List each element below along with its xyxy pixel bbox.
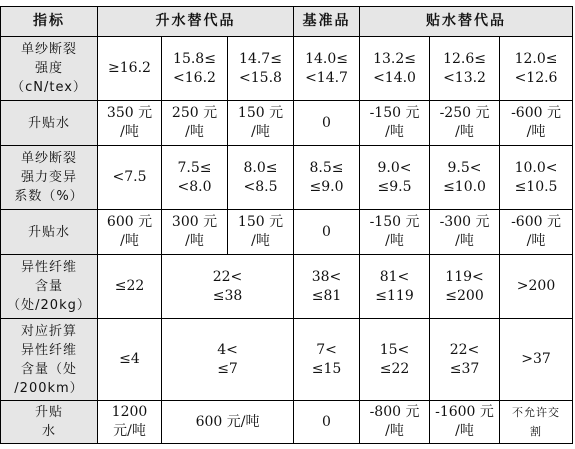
row-label-foreign-fiber-adjustment: 升贴 水 <box>1 401 98 444</box>
cell-foreign200-1: ≤4 <box>98 319 162 401</box>
cell-foreign200-5: 15< ≤22 <box>360 319 430 401</box>
row-label-strength-adjustment: 升贴水 <box>1 101 98 146</box>
cell-foreign-adj-2-3: 600 元/吨 <box>162 401 294 444</box>
table-row-strength <box>1 37 573 101</box>
cell-strength-7: 12.0≤ <12.6 <box>500 37 573 101</box>
table-row-strength-adjustment <box>1 101 573 146</box>
cell-strength-adj-1: 350 元 /吨 <box>98 101 162 146</box>
cell-foreign200-6: 22< ≤37 <box>430 319 500 401</box>
cell-cv-adj-1: 600 元 /吨 <box>98 210 162 255</box>
cell-cv-adj-5: -150 元 /吨 <box>360 210 430 255</box>
table-header-row <box>1 7 573 37</box>
table-row-cv <box>1 146 573 210</box>
cell-foreign-2-3: 22< ≤38 <box>162 255 294 319</box>
cell-cv-1: <7.5 <box>98 146 162 210</box>
table-row-foreign-fiber-200km <box>1 319 573 401</box>
header-base-grade: 基准品 <box>294 7 360 37</box>
cell-cv-adj-2: 300 元 /吨 <box>162 210 228 255</box>
cell-cv-6: 9.5< ≤10.0 <box>430 146 500 210</box>
row-label-foreign-fiber: 异性纤维 含量 （处/20kg） <box>1 255 98 319</box>
cell-foreign-4: 38< ≤81 <box>294 255 360 319</box>
cell-strength-adj-7: -600 元 /吨 <box>500 101 573 146</box>
header-discount-substitute: 贴水替代品 <box>360 7 573 37</box>
cell-strength-4: 14.0≤ <14.7 <box>294 37 360 101</box>
cell-strength-6: 12.6≤ <13.2 <box>430 37 500 101</box>
cell-foreign-5: 81< ≤119 <box>360 255 430 319</box>
cell-cv-7: 10.0< ≤10.5 <box>500 146 573 210</box>
cell-strength-adj-3: 150 元 /吨 <box>228 101 294 146</box>
cell-foreign-adj-1: 1200 元/吨 <box>98 401 162 444</box>
cell-foreign-adj-7: 不允许交 割 <box>500 401 573 444</box>
cell-foreign-6: 119< ≤200 <box>430 255 500 319</box>
table-row-foreign-fiber <box>1 255 573 319</box>
cell-strength-adj-4: 0 <box>294 101 360 146</box>
cell-strength-2: 15.8≤ <16.2 <box>162 37 228 101</box>
cell-foreign-adj-4: 0 <box>294 401 360 444</box>
cell-strength-3: 14.7≤ <15.8 <box>228 37 294 101</box>
cell-foreign-1: ≤22 <box>98 255 162 319</box>
cell-cv-adj-3: 150 元 /吨 <box>228 210 294 255</box>
cell-strength-1: ≥16.2 <box>98 37 162 101</box>
header-indicator: 指标 <box>1 7 98 37</box>
row-label-cv: 单纱断裂 强力变异 系数（%） <box>1 146 98 210</box>
cell-foreign200-4: 7< ≤15 <box>294 319 360 401</box>
cell-strength-adj-5: -150 元 /吨 <box>360 101 430 146</box>
cell-foreign200-2-3: 4< ≤7 <box>162 319 294 401</box>
cell-foreign200-7: >37 <box>500 319 573 401</box>
cell-strength-5: 13.2≤ <14.0 <box>360 37 430 101</box>
cell-strength-adj-2: 250 元 /吨 <box>162 101 228 146</box>
cell-foreign-7: >200 <box>500 255 573 319</box>
row-label-strength: 单纱断裂 强度 （cN/tex） <box>1 37 98 101</box>
table-row-cv-adjustment <box>1 210 573 255</box>
cell-cv-4: 8.5≤ ≤9.0 <box>294 146 360 210</box>
cell-cv-adj-4: 0 <box>294 210 360 255</box>
cell-cv-2: 7.5≤ <8.0 <box>162 146 228 210</box>
substitute-grade-table <box>0 6 573 444</box>
cell-cv-3: 8.0≤ <8.5 <box>228 146 294 210</box>
cell-cv-5: 9.0< ≤9.5 <box>360 146 430 210</box>
cell-cv-adj-7: -600 元 /吨 <box>500 210 573 255</box>
row-label-foreign-fiber-200km: 对应折算 异性纤维 含量（处 /200km） <box>1 319 98 401</box>
table-row-foreign-fiber-adjustment <box>1 401 573 444</box>
cell-cv-adj-6: -300 元 /吨 <box>430 210 500 255</box>
cell-foreign-adj-6: -1600 元 /吨 <box>430 401 500 444</box>
header-upgrade-substitute: 升水替代品 <box>98 7 294 37</box>
cell-strength-adj-6: -250 元 /吨 <box>430 101 500 146</box>
cell-foreign-adj-5: -800 元 /吨 <box>360 401 430 444</box>
row-label-cv-adjustment: 升贴水 <box>1 210 98 255</box>
